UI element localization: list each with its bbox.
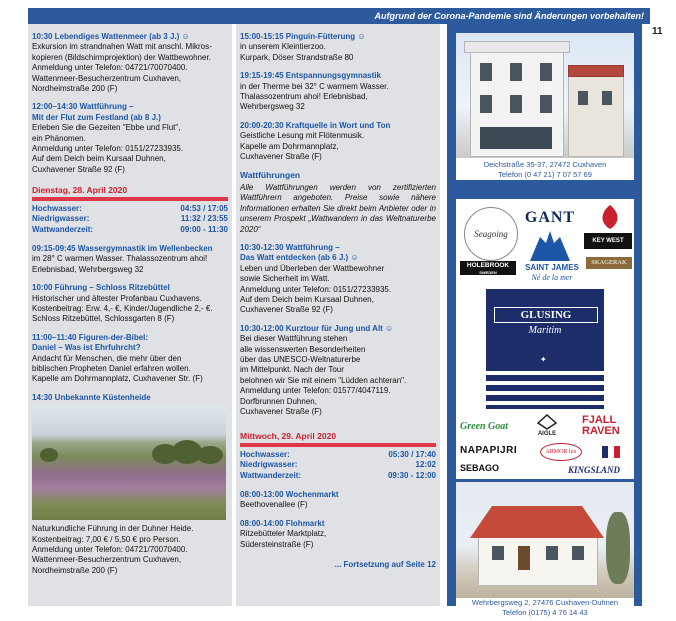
sail-icon	[592, 203, 628, 231]
event-line: Anmeldung unter Telefon: 0151/27233935.	[240, 284, 392, 294]
event-title: 10:30 Lebendiges Wattenmeer (ab 3 J.) ☺	[32, 32, 190, 41]
window-shape	[602, 91, 612, 105]
holebrook-sub: SWEDEN	[479, 270, 497, 275]
event-title: 10:00 Führung – Schloss Ritzebüttel	[32, 283, 170, 293]
event-description	[240, 500, 436, 510]
event-description	[32, 254, 228, 275]
event-line: Ritzebütteler Marktplatz,	[240, 529, 327, 539]
building-shape	[568, 73, 624, 157]
holebrook-name: HOLEBROOK	[466, 262, 510, 269]
tree-shape	[40, 448, 58, 462]
event-line: Kapelle am Dohrmannplatz,	[240, 141, 339, 151]
event-line: Cuxhavener Straße (F)	[240, 407, 322, 416]
event-line: alle wissenswerten Besonderheiten	[240, 344, 366, 354]
event-line: im Mittelpunkt. Nach der Tour	[240, 365, 344, 375]
stripe-shape	[486, 381, 604, 385]
tide-label: Wattwanderzeit:	[240, 470, 302, 480]
star-icon: ✦	[540, 355, 547, 364]
tide-table	[32, 204, 228, 235]
event-line: Leben und Überleben der Wattbewohner	[240, 263, 385, 273]
event-line: Historischer und ältester Profanbau Cuxhavens.	[32, 293, 202, 303]
cottage-wall	[478, 534, 598, 586]
event-line: Nordheimstraße 200 (F)	[32, 84, 118, 94]
event-description	[240, 131, 436, 162]
event-item	[240, 243, 436, 316]
gant-logo: GANT	[524, 209, 576, 226]
event-line: Anmeldung unter Telefon: 0151/27233935.	[32, 144, 184, 154]
event-description	[240, 42, 436, 63]
event-line: Wattenmeer-Besucherzentrum Cuxhaven,	[32, 73, 182, 83]
maritim-name: Maritim	[528, 325, 562, 336]
event-line: ein Phänomen.	[32, 133, 86, 143]
key-west-emblem	[592, 203, 628, 231]
cottage-address-caption	[456, 598, 634, 618]
fjallraven-logo	[582, 415, 634, 437]
aigle-emblem	[536, 413, 558, 431]
tide-value: 09:30 - 12:00	[387, 470, 436, 480]
event-line: Naturkundliche Führung in der Duhner Heide.	[32, 524, 194, 534]
holebrook-logo	[460, 261, 516, 275]
heath-landscape-photo	[32, 406, 226, 520]
event-line: Auf dem Deich beim Kursaal Duhnen,	[240, 294, 374, 304]
napapijri-logo: NAPAPIJRI	[460, 445, 518, 456]
shop-cottage-photo	[456, 482, 634, 598]
event-line: belohnen wir Sie mit einem "Lüdden achteran".	[240, 375, 407, 385]
kingsland-logo: KINGSLAND	[568, 465, 621, 475]
event-line: Andacht für Menschen, die mehr über den	[32, 353, 182, 363]
event-line: Wattenmeer-Besucherzentrum Cuxhaven,	[32, 555, 182, 565]
tide-label: Hochwasser:	[32, 203, 82, 213]
event-line: Anmeldung unter Telefon: 01577/4047119.	[240, 386, 391, 396]
window-shape	[540, 63, 552, 81]
event-item	[32, 283, 228, 325]
day-header: Dienstag, 28. April 2020	[32, 185, 228, 200]
event-item	[32, 244, 228, 275]
skagerak-logo: SKAGERAK	[586, 257, 632, 269]
roof-shape	[464, 41, 570, 53]
window-shape	[540, 95, 552, 113]
tide-table	[240, 450, 436, 481]
event-item	[240, 490, 436, 511]
tide-row	[240, 471, 436, 481]
event-description	[240, 82, 436, 113]
event-description	[32, 294, 228, 325]
event-title: 19:15-19:45 Entspannungsgymnastik	[240, 71, 381, 81]
event-title-line: 10:30-12:30 Wattführung –	[240, 242, 340, 252]
event-title: 09:15-09:45 Wassergymnastik im Wellenbecken	[32, 243, 213, 253]
tide-row	[32, 214, 228, 224]
event-line: Anmeldung unter Telefon: 04721/70070400.	[32, 63, 188, 73]
saint-james-emblem	[524, 229, 576, 263]
tree-shape	[606, 512, 630, 584]
event-item	[240, 71, 436, 113]
notice-banner: Aufgrund der Corona-Pandemie sind Änderungen vorbehalten!	[28, 8, 650, 24]
event-line: Erleben Sie die Gezeiten "Ebbe und Flut",	[32, 123, 181, 133]
event-item	[240, 32, 436, 63]
event-title	[32, 333, 228, 354]
event-line: Südersteinstraße (F)	[240, 539, 314, 549]
event-line: Exkursion im strandnahen Watt mit anschl. Mikros-	[32, 42, 212, 52]
event-line: Dorfbrunnen Duhnen,	[240, 396, 317, 406]
event-title-line: 12:00–14:30 Wattführung –	[32, 102, 134, 112]
event-description	[32, 42, 228, 94]
event-description	[240, 529, 436, 550]
armor-lux-logo: ARMOR lux	[540, 443, 582, 461]
stripe-shape	[486, 401, 604, 405]
event-line: im 28° C warmen Wasser. Thalassozentrum ahoi!	[32, 254, 208, 264]
window-shape	[492, 546, 504, 560]
event-item	[32, 333, 228, 385]
event-item	[240, 324, 436, 418]
phone-line: Telefon (0 47 21) 7 07 57 69	[498, 169, 592, 179]
shop-window-shape	[480, 127, 552, 149]
event-title: 08:00-13:00 Wochenmarkt	[240, 490, 339, 500]
window-shape	[578, 91, 588, 105]
event-line: Nordheimstraße 200 (F)	[32, 565, 118, 575]
event-line: Bei dieser Wattführung stehen	[240, 334, 348, 344]
event-line: Auf dem Deich beim Kursaal Duhnen,	[32, 154, 166, 164]
page-number: 11	[652, 26, 663, 37]
shop-building-photo	[456, 33, 634, 158]
event-line: Beethovenallee (F)	[240, 500, 308, 510]
shop-address-caption	[456, 158, 634, 180]
events-column-2	[236, 24, 440, 606]
door-shape	[518, 546, 530, 570]
tide-row	[240, 460, 436, 470]
glusing-maritim-logo	[486, 289, 604, 409]
address-line: Wehrbergsweg 2, 27476 Cuxhaven-Duhnen	[471, 598, 619, 607]
day-header: Mittwoch, 29. April 2020	[240, 431, 436, 446]
sebago-logo: SEBAGO	[460, 463, 500, 473]
saint-james-logo: SAINT JAMES	[525, 263, 579, 272]
event-line: Geistliche Lesung mit Flötenmusik.	[240, 131, 365, 141]
event-title	[32, 102, 228, 123]
fjall-word: FJALL	[582, 414, 617, 426]
event-line: Erlebnisbad, Wehrbergsweg 32	[32, 264, 144, 274]
event-title: 10:30-12:00 Kurztour für Jung und Alt ☺	[240, 323, 394, 333]
event-item	[32, 32, 228, 94]
flag-svg	[602, 446, 620, 458]
event-description	[240, 264, 436, 316]
event-title	[240, 243, 436, 264]
event-title: 20:00-20:30 Kraftquelle in Wort und Ton	[240, 120, 391, 130]
flag-icon	[602, 445, 620, 457]
tide-value: 09:00 - 11:30	[180, 224, 228, 234]
tide-row	[32, 204, 228, 214]
raven-word: RAVEN	[582, 425, 620, 437]
event-title: 14:30 Unbekannte Küstenheide	[32, 392, 151, 402]
address-line: Deichstraße 35-37, 27472 Cuxhaven	[483, 160, 607, 169]
event-line: Schloss Ritzebüttel, Schlossgarten 8 (F)	[32, 314, 175, 324]
window-shape	[546, 546, 558, 560]
event-title-line: Daniel – Was ist Ehrfuhrcht?	[32, 343, 141, 353]
shop-advertisement	[447, 24, 642, 617]
tide-value: 11:32 / 23:55	[180, 214, 228, 224]
event-line: Thalassozentrum ahoi! Erlebnisbad,	[240, 92, 368, 102]
tide-row	[32, 225, 228, 235]
green-goat-logo: Green Goat	[460, 421, 509, 432]
stripe-shape	[486, 391, 604, 395]
window-shape	[572, 546, 584, 560]
event-line: Kostenbeitrag: Erw. 4,- €, Kinder/Jugendliche 2,- €.	[32, 303, 213, 313]
saint-james-tagline: Né de la mer	[531, 273, 573, 282]
window-shape	[480, 63, 492, 81]
tide-label: Niedrigwasser:	[240, 460, 298, 470]
event-line: in unserem Kleintierzoo.	[240, 42, 326, 52]
event-title: 15:00-15:15 Pinguin-Fütterung ☺	[240, 32, 366, 41]
events-column-1	[28, 24, 232, 606]
tide-value: 05:30 / 17:40	[388, 449, 436, 459]
event-title-line: Das Watt entdecken (ab 6 J.) ☺	[240, 253, 359, 263]
event-line: Kostenbeitrag: 7,00 € / 5,50 € pro Person.	[32, 534, 181, 544]
tree-shape	[197, 446, 223, 464]
event-line: kopieren (Bildschirmprojektion) der Wattbewohner.	[32, 52, 211, 62]
tide-label: Niedrigwasser:	[32, 214, 90, 224]
aigle-logo: AIGLE	[537, 431, 557, 437]
event-description	[32, 524, 228, 576]
event-line: Cuxhavener Straße (F)	[240, 152, 322, 162]
window-shape	[510, 95, 522, 113]
event-description	[240, 334, 436, 417]
brand-logos	[456, 199, 634, 479]
glusing-name: GLUSING	[494, 307, 598, 323]
event-line: über das UNESCO-Weltnaturerbe	[240, 354, 361, 364]
tide-row	[240, 450, 436, 460]
continued-note: ... Fortsetzung auf Seite 12	[334, 560, 436, 570]
event-line: biblischen Propheten Daniel erfahren wollen.	[32, 363, 191, 373]
event-line: Anmeldung unter Telefon: 04721/70070400.	[32, 545, 188, 554]
event-line: Cuxhavener Straße 92 (F)	[240, 305, 333, 315]
cottage-roof	[470, 504, 604, 538]
seagoing-logo: Seagoing	[464, 207, 518, 261]
phone-line: Telefon (0175) 4 76 14 43	[502, 607, 588, 617]
section-title: Wattführungen	[240, 170, 301, 181]
event-item	[240, 121, 436, 163]
castle-icon	[524, 229, 576, 263]
stripe-shape	[486, 371, 604, 375]
event-line: Wehrbergsweg 32	[240, 102, 305, 112]
event-item	[32, 393, 228, 576]
event-line: sowie Sicherheit im Watt.	[240, 274, 330, 284]
section-intro: Alle Wattführungen werden von zertifizierten Wattführern angeboten. Preise sowie nähere Informationen erhalten Sie direkt beim Anbieter oder in unserem Prospekt „Wattwandern in das Weltnaturerbe 2020“	[240, 182, 436, 234]
event-description	[32, 354, 228, 385]
event-line: Kurpark, Döser Strandstraße 80	[240, 52, 354, 62]
event-line: in der Therme bei 32° C warmem Wasser.	[240, 81, 389, 91]
window-shape	[510, 63, 522, 81]
event-line: Cuxhavener Straße 92 (F)	[32, 164, 125, 174]
tide-value: 12:02	[415, 460, 436, 470]
event-title-line: 11:00–11:40 Figuren-der-Bibel:	[32, 332, 149, 342]
event-title: 08:00-14:00 Flohmarkt	[240, 518, 325, 528]
tide-label: Wattwanderzeit:	[32, 224, 94, 234]
tide-label: Hochwasser:	[240, 449, 290, 459]
event-description	[32, 123, 228, 175]
event-title-line: Mit der Flut zum Festland (ab 8 J.)	[32, 112, 161, 122]
eagle-icon	[536, 413, 558, 431]
tide-value: 04:53 / 17:05	[180, 203, 228, 213]
event-line: Kapelle am Dohrmannplatz, Cuxhavener Str. (F)	[32, 374, 203, 384]
window-shape	[480, 95, 492, 113]
event-item	[32, 102, 228, 175]
key-west-logo: KEY WEST	[584, 233, 632, 249]
event-item	[240, 519, 436, 550]
roof-shape	[568, 65, 624, 77]
